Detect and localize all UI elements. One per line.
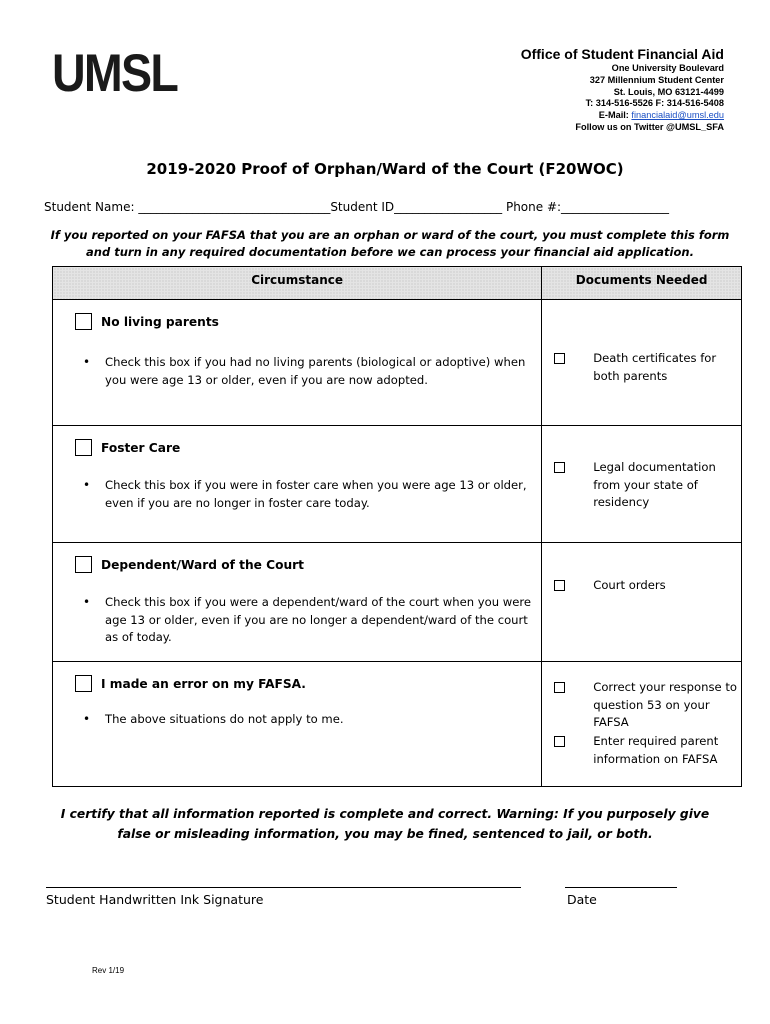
phone-fax-line: T: 314-516-5526 F: 314-516-5408 — [585, 98, 724, 109]
circumstance-cell — [53, 543, 542, 662]
table-row — [53, 300, 742, 426]
doc-checkbox[interactable] — [554, 682, 565, 693]
option-title: No living parents — [101, 314, 219, 329]
documents-cell — [542, 426, 742, 543]
doc-text: Legal documentation from your state of residency — [593, 460, 716, 509]
bullet-text: Check this box if you were in foster care when you were age 13 or older, even if you are no longer in foster care today. — [105, 478, 527, 510]
doc-text: Correct your response to question 53 on your FAFSA — [593, 680, 737, 729]
circumstance-cell — [53, 300, 542, 426]
bullet-text: The above situations do not apply to me. — [105, 712, 344, 726]
bullet-text: Check this box if you were a dependent/ward of the court when you were age 13 or older, even if you are no longer a dependent/ward of the court as of today. — [105, 595, 531, 644]
option-title: I made an error on my FAFSA. — [101, 676, 306, 691]
checkbox-no-living-parents[interactable] — [75, 313, 92, 330]
checkbox-foster-care[interactable] — [75, 439, 92, 456]
option-title: Dependent/Ward of the Court — [101, 557, 304, 572]
foster-care-option[interactable] — [75, 439, 180, 456]
ward-of-court-option[interactable] — [75, 556, 304, 573]
table-row — [53, 543, 742, 662]
document-item — [554, 350, 739, 385]
bullet-icon: • — [83, 355, 91, 369]
email-link[interactable]: financialaid@umsl.edu — [631, 110, 724, 121]
form-title: 2019-2020 Proof of Orphan/Ward of the Court (F20WOC) — [146, 160, 624, 178]
doc-checkbox[interactable] — [554, 580, 565, 591]
checkbox-ward-of-court[interactable] — [75, 556, 92, 573]
student-info-fields[interactable]: Student Name: ________________________________Student ID__________________ Phone #:__________________ — [44, 200, 670, 214]
documents-cell — [542, 300, 742, 426]
doc-text: Death certificates for both parents — [593, 351, 717, 383]
circumstance-cell — [53, 662, 542, 787]
signature-label: Student Handwritten Ink Signature — [46, 892, 264, 907]
checkbox-fafsa-error[interactable] — [75, 675, 92, 692]
circumstance-table — [52, 266, 742, 787]
intro-instructions: If you reported on your FAFSA that you are an orphan or ward of the court, you must complete this form and turn in any required documentation before we can process your financial aid application. — [50, 228, 730, 259]
header-circumstance: Circumstance — [53, 267, 542, 300]
revision-note: Rev 1/19 — [92, 966, 125, 975]
doc-checkbox[interactable] — [554, 462, 565, 473]
date-line[interactable] — [565, 887, 677, 888]
umsl-logo: UMSL — [52, 44, 178, 103]
list-item — [83, 354, 538, 389]
certification-statement: I certify that all information reported is complete and correct. Warning: If you purposely give false or misleading information, you may be fined, sentenced to jail, or both. — [60, 807, 710, 841]
documents-cell — [542, 543, 742, 662]
doc-text: Court orders — [593, 578, 666, 592]
table-row — [53, 662, 742, 787]
date-label: Date — [567, 892, 597, 907]
documents-cell — [542, 662, 742, 787]
bullet-icon: • — [83, 478, 91, 492]
header-documents-needed: Documents Needed — [542, 267, 742, 300]
twitter-line: Follow us on Twitter @UMSL_SFA — [575, 121, 724, 132]
doc-checkbox[interactable] — [554, 353, 565, 364]
document-item — [554, 459, 739, 512]
address-line-3: St. Louis, MO 63121-4499 — [613, 86, 724, 97]
bullet-icon: • — [83, 595, 91, 609]
document-item — [554, 577, 739, 595]
table-row — [53, 426, 742, 543]
circumstance-cell — [53, 426, 542, 543]
address-line-2: 327 Millennium Student Center — [589, 74, 724, 85]
doc-text: Enter required parent information on FAFSA — [593, 734, 719, 766]
fafsa-error-option[interactable] — [75, 675, 306, 692]
address-line-1: One University Boulevard — [611, 63, 724, 73]
signature-line[interactable] — [46, 887, 521, 888]
no-living-parents-option[interactable] — [75, 313, 219, 330]
list-item — [83, 477, 538, 512]
list-item — [83, 594, 538, 647]
document-item — [554, 679, 739, 732]
doc-checkbox[interactable] — [554, 736, 565, 747]
bullet-text: Check this box if you had no living parents (biological or adoptive) when you were age 13 or older, even if you are now adopted. — [105, 355, 526, 387]
office-contact-block — [521, 45, 724, 134]
option-title: Foster Care — [101, 440, 181, 455]
email-label: E-Mail: — [598, 110, 632, 121]
list-item — [83, 711, 538, 729]
document-item — [554, 733, 739, 768]
bullet-icon: • — [83, 712, 91, 726]
office-title: Office of Student Financial Aid — [520, 46, 724, 62]
email-line — [521, 110, 724, 122]
